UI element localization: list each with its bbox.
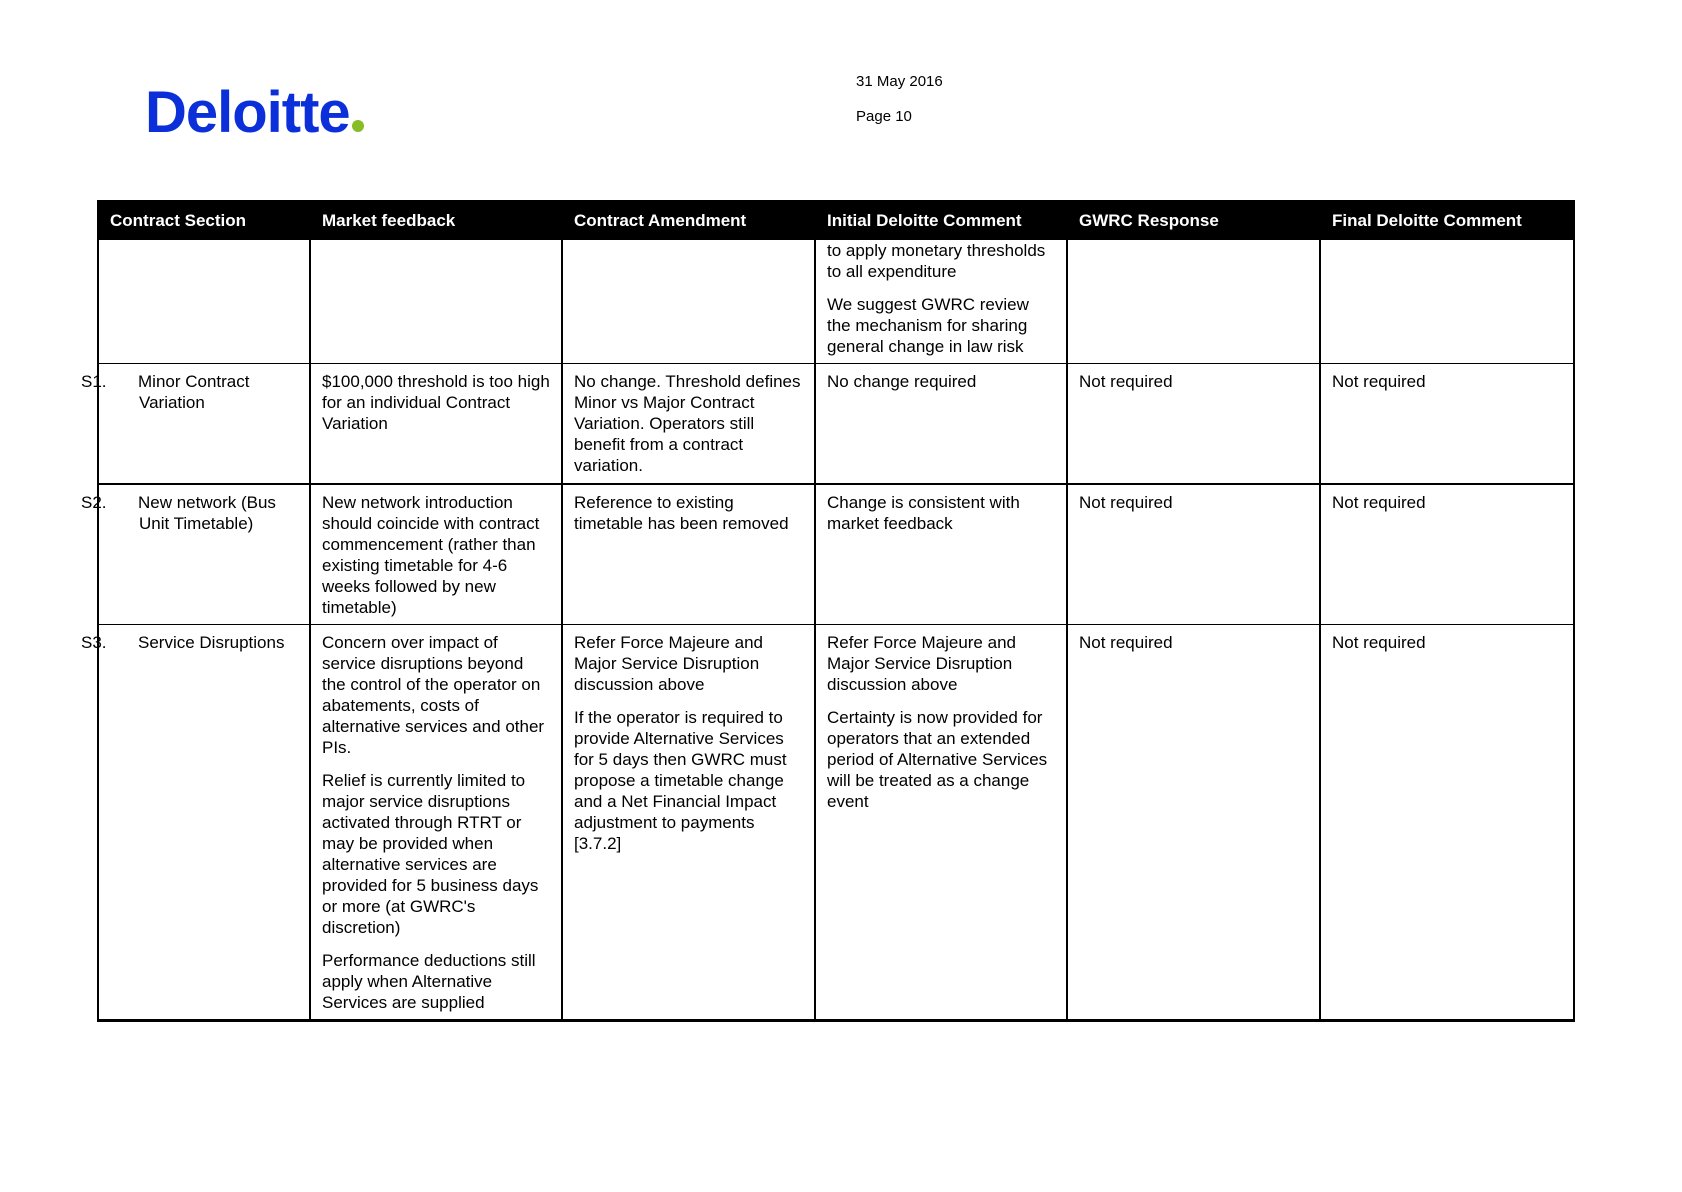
table-header-row	[98, 201, 1574, 239]
paragraph: Relief is currently limited to major service disruptions activated through RTRT or may be provided when alternative services are provided for 5 business days or more (at GWRC's discretion)	[322, 771, 539, 937]
section-number: S3.	[81, 633, 107, 652]
section-name: New network (Bus Unit Timetable)	[138, 493, 276, 533]
paragraph: Reference to existing timetable has been removed	[574, 493, 789, 533]
paragraph: $100,000 threshold is too high for an individual Contract Variation	[322, 372, 550, 433]
feedback-table	[81, 200, 1575, 1022]
cell-market-feedback	[310, 364, 562, 485]
paragraph: Refer Force Majeure and Major Service Disruption discussion above	[574, 633, 763, 694]
cell-initial-comment	[815, 364, 1067, 485]
paragraph: Certainty is now provided for operators that an extended period of Alternative Services will be treated as a change event	[827, 708, 1048, 811]
table-row	[98, 484, 1574, 625]
paragraph: No change required	[827, 372, 977, 391]
cell-contract-section	[81, 484, 310, 625]
cell-gwrc-response: Not required	[1067, 364, 1320, 485]
cell-initial-comment	[815, 625, 1067, 1021]
cell-contract-amendment	[562, 364, 815, 485]
cell-gwrc-response: Not required	[1067, 484, 1320, 625]
cell-market-feedback	[310, 625, 562, 1021]
cell-contract-section	[81, 364, 310, 485]
paragraph: We suggest GWRC review the mechanism for sharing general change in law risk	[827, 295, 1029, 356]
cell-final-comment: Not required	[1320, 364, 1574, 485]
section-name: Minor Contract Variation	[138, 372, 250, 412]
cell-gwrc-response	[1067, 239, 1320, 364]
cell-market-feedback	[310, 239, 562, 364]
section-number: S1.	[81, 372, 107, 391]
table-row	[98, 364, 1574, 485]
cell-final-comment: Not required	[1320, 484, 1574, 625]
table-row	[98, 239, 1574, 364]
section-name: Service Disruptions	[138, 633, 285, 652]
cell-initial-comment	[815, 484, 1067, 625]
cell-contract-section	[98, 239, 310, 364]
paragraph: New network introduction should coincide with contract commencement (rather than existing timetable for 4-6 weeks followed by new timetable)	[322, 493, 540, 617]
cell-initial-comment	[815, 239, 1067, 364]
cell-contract-amendment	[562, 239, 815, 364]
cell-contract-amendment	[562, 484, 815, 625]
cell-final-comment	[1320, 239, 1574, 364]
paragraph: If the operator is required to provide Alternative Services for 5 days then GWRC must propose a timetable change and a Net Financial Impact adjustment to payments [3.7.2]	[574, 708, 787, 853]
deloitte-logo	[145, 78, 364, 148]
cell-final-comment: Not required	[1320, 625, 1574, 1021]
cell-market-feedback	[310, 484, 562, 625]
report-date: 31 May 2016	[856, 73, 943, 90]
cell-contract-amendment	[562, 625, 815, 1021]
paragraph: to apply monetary thresholds to all expenditure	[827, 241, 1046, 281]
paragraph: Concern over impact of service disruptions beyond the control of the operator on abatements, costs of alternative services and other PIs.	[322, 633, 545, 757]
col-header-gwrc-response: GWRC Response	[1067, 201, 1320, 239]
col-header-contract-section: Contract Section	[98, 201, 310, 239]
cell-contract-section	[81, 625, 310, 1021]
col-header-initial-comment: Initial Deloitte Comment	[815, 201, 1067, 239]
cell-gwrc-response: Not required	[1067, 625, 1320, 1021]
logo-dot-icon	[352, 120, 364, 132]
paragraph: Refer Force Majeure and Major Service Disruption discussion above	[827, 633, 1016, 694]
section-number: S2.	[81, 493, 107, 512]
logo-text: Deloitte	[145, 80, 350, 145]
paragraph: Performance deductions still apply when Alternative Services are supplied	[322, 951, 536, 1012]
paragraph: No change. Threshold defines Minor vs Major Contract Variation. Operators still benefit from a contract variation.	[574, 372, 801, 475]
col-header-market-feedback: Market feedback	[310, 201, 562, 239]
page-number: Page 10	[856, 108, 912, 125]
table-row	[98, 625, 1574, 1021]
col-header-final-comment: Final Deloitte Comment	[1320, 201, 1574, 239]
paragraph: Change is consistent with market feedback	[827, 493, 1020, 533]
col-header-contract-amendment: Contract Amendment	[562, 201, 815, 239]
